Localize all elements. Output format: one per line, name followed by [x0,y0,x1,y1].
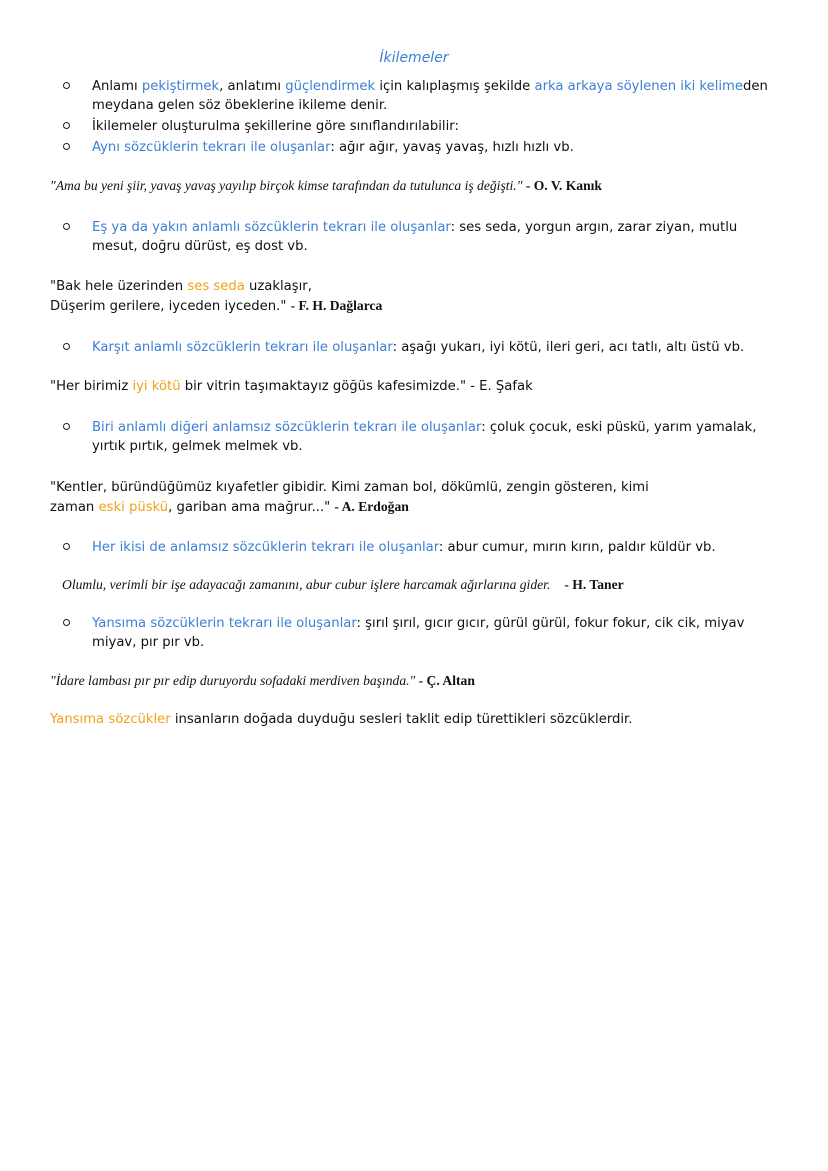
quote-text: bir vitrin taşımaktayız göğüs kafesimizde." - E. Şafak [180,379,533,394]
text: meydana gelen söz öbeklerine ikileme denir. [92,98,388,113]
bullet-same-words [70,138,790,157]
quote-safak [50,377,790,396]
category-label: Yansıma sözcüklerin tekrarı ile oluşanlar [92,616,357,631]
quote-highlight: abur cubur [305,577,367,592]
quote-text: zaman [50,500,99,515]
text: Anlamı [92,79,142,94]
bullet-circle-icon [63,143,70,150]
quote-altan [50,672,790,690]
examples: mesut, doğru dürüst, eş dost vb. [92,239,308,254]
quote-author: - Ç. Altan [418,673,475,688]
quote-text: , gariban ama mağrur..." [168,500,335,515]
bullet-circle-icon [63,423,70,430]
bullet-circle-icon [63,343,70,350]
text: için kalıplaşmış şekilde [375,79,535,94]
examples: : çoluk çocuk, eski püskü, yarım yamalak, [481,420,757,435]
examples: yırtık pırtık, gelmek melmek vb. [92,439,303,454]
quote-author: - H. Taner [564,577,624,592]
quote-highlight: pır pır [134,673,170,688]
quote-text: ayılıp birçok kimse tarafından da tutulunca iş değişti." [225,178,526,193]
highlight: pekiştirmek [141,79,220,94]
quote-author: - A. Erdoğan [334,499,409,514]
quote-erdogan [50,478,790,517]
quote-text: işlere harcamak ağırlarına gider. [366,577,551,592]
text: İkilemeler oluşturulma şekillerine göre sınıflandırılabilir: [92,119,459,134]
highlight: arka arkaya söylenen iki kelime [534,79,743,94]
bullet-antonyms [70,338,790,357]
quote-taner [62,576,802,594]
category-label: Karşıt anlamlı sözcüklerin tekrarı ile oluşanlar [92,340,393,355]
quote-text: Düşerim gerilere, iyceden iyceden." [50,299,291,314]
quote-highlight: eski püskü [98,500,169,515]
bullet-both-meaningless [70,538,790,557]
quote-text: "İdare lambası [50,673,135,688]
quote-highlight: ses seda [187,279,245,294]
category-label: Aynı sözcüklerin tekrarı ile oluşanlar [92,140,331,155]
closing-sentence [50,710,790,729]
quote-text: "Bak hele üzerinden [50,279,188,294]
quote-highlight: yavaş yavaş y [150,178,226,193]
bullet-circle-icon [63,122,70,129]
quote-author: - O. V. Kanık [525,178,602,193]
quote-text: uzaklaşır, [244,279,312,294]
bullet-meaningful-meaningless [70,418,790,456]
bullet-definition [70,77,790,115]
examples: : ses seda, yorgun argın, zarar ziyan, mutlu [450,220,738,235]
quote-highlight: iyi kötü [132,379,181,394]
bullet-onomatopoeia [70,614,790,652]
text: , anlatımı [219,79,286,94]
text: insanların doğada duyduğu sesleri taklit edip türettikleri sözcüklerdir. [170,712,633,727]
bullet-classification [70,117,790,136]
quote-kanik [50,177,790,195]
bullet-circle-icon [63,82,70,89]
quote-text: "Her birimiz [50,379,133,394]
highlight: güçlendirmek [285,79,376,94]
examples: : aşağı yukarı, iyi kötü, ileri geri, acı tatlı, altı üstü vb. [392,340,745,355]
page-title: İkilemeler [379,50,449,66]
text: den [743,79,768,94]
quote-text: "Kentler, büründüğümüz kıyafetler gibidir. Kimi zaman bol, dökümlü, zengin gösteren, kimi [50,480,649,495]
category-label: Eş ya da yakın anlamlı sözcüklerin tekrarı ile oluşanlar [92,220,451,235]
examples: miyav, pır pır vb. [92,635,205,650]
quote-author: - F. H. Dağlarca [290,298,383,313]
bullet-synonyms [70,218,790,256]
examples: : abur cumur, mırın kırın, paldır küldür vb. [438,540,716,555]
category-label: Biri anlamlı diğeri anlamsız sözcüklerin tekrarı ile oluşanlar [92,420,482,435]
highlight: Yansıma sözcükler [50,712,171,727]
examples: : ağır ağır, yavaş yavaş, hızlı hızlı vb. [330,140,574,155]
bullet-circle-icon [63,543,70,550]
category-label: Her ikisi de anlamsız sözcüklerin tekrarı ile oluşanlar [92,540,439,555]
quote-daglarca [50,277,790,316]
quote-text: Olumlu, verimli bir işe adayacağı zamanını, [62,577,306,592]
bullet-circle-icon [63,619,70,626]
examples: : şırıl şırıl, gıcır gıcır, gürül gürül, fokur fokur, cik cik, miyav [356,616,745,631]
quote-text: "Ama bu yeni şiir, [50,178,151,193]
bullet-circle-icon [63,223,70,230]
quote-text: edip duruyordu sofadaki merdiven başında." [169,673,419,688]
